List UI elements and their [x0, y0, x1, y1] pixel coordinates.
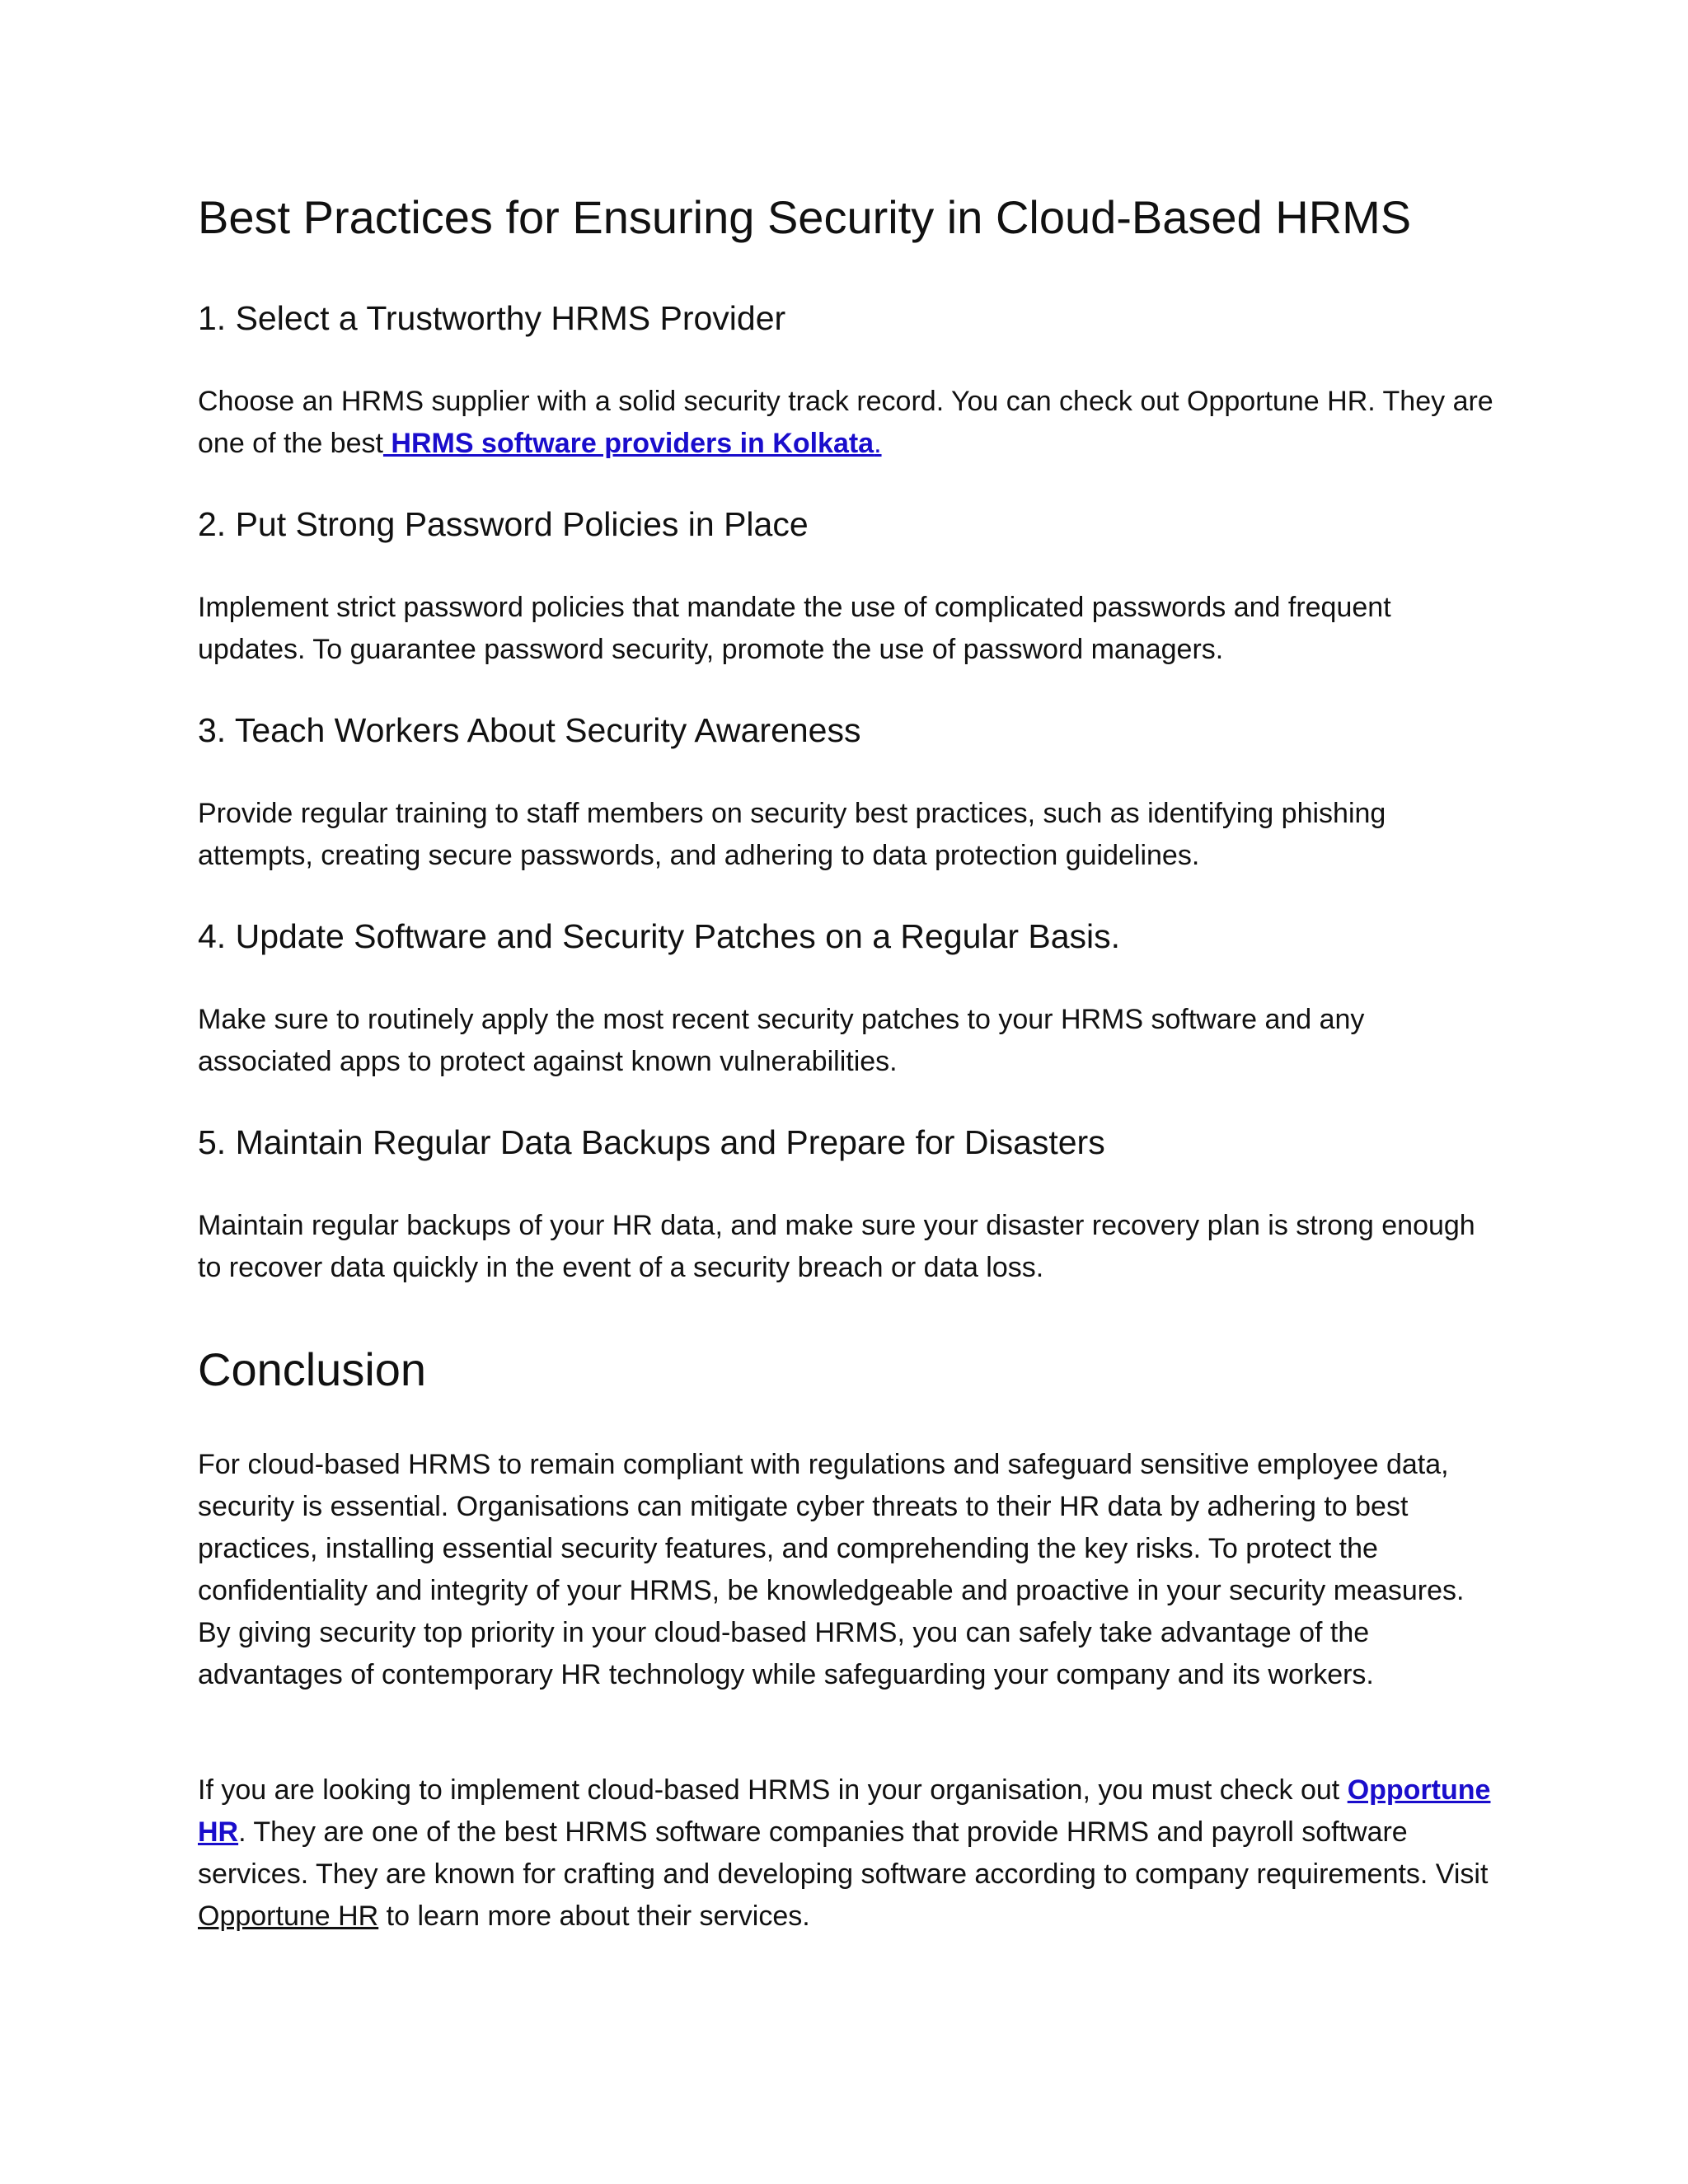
section-1-body	[198, 381, 1500, 465]
section-3-body: Provide regular training to staff members on security best practices, such as identifying phishing attempts, creating secure passwords, and adhering to data protection guidelines.	[198, 798, 1386, 871]
opportune-hr-link[interactable]: Opportune HR	[198, 1774, 1491, 1848]
section-4-body: Make sure to routinely apply the most recent security patches to your HRMS software and any associated apps to protect against known vulnerabilities.	[198, 1004, 1365, 1077]
hrms-providers-kolkata-link[interactable]: HRMS software providers in Kolkata	[382, 428, 874, 459]
conclusion-paragraph-2-middle: . They are one of the best HRMS software companies that provide HRMS and payroll software services. They are known for crafting and developing software according to company requirements. Visit	[198, 1816, 1489, 1890]
section-1-body-text: Choose an HRMS supplier with a solid security track record. You can check out Opportune HR. They are one of the best	[198, 386, 1493, 459]
section-2-body: Implement strict password policies that mandate the use of complicated passwords and frequent updates. To guarantee password security, promote the use of password managers.	[198, 592, 1391, 665]
conclusion-paragraph-2-intro: If you are looking to implement cloud-based HRMS in your organisation, you must check out	[198, 1774, 1348, 1806]
section-5-heading: 5. Maintain Regular Data Backups and Prepare for Disasters	[198, 1123, 1105, 1161]
conclusion-paragraph-2-outro: to learn more about their services.	[378, 1900, 810, 1932]
section-5-body: Maintain regular backups of your HR data, and make sure your disaster recovery plan is strong enough to recover data quickly in the event of a security breach or data loss.	[198, 1210, 1475, 1283]
section-3-heading: 3. Teach Workers About Security Awareness	[198, 711, 861, 749]
conclusion-paragraph-2	[198, 1769, 1500, 1938]
section-1-heading: 1. Select a Trustworthy HRMS Provider	[198, 299, 786, 337]
section-1-body-period: .	[874, 428, 882, 459]
page-title: Best Practices for Ensuring Security in Cloud-Based HRMS	[198, 191, 1412, 243]
conclusion-heading: Conclusion	[198, 1343, 427, 1395]
section-4-heading: 4. Update Software and Security Patches on a Regular Basis.	[198, 917, 1121, 955]
visit-opportune-hr-link[interactable]: Opportune HR	[198, 1900, 379, 1932]
conclusion-paragraph-1: For cloud-based HRMS to remain compliant with regulations and safeguard sensitive employee data, security is essential. Organisations can mitigate cyber threats to their HR data by adhering to best practices, installing essential security features, and comprehending the key risks. To protect the confidentiality and integrity of your HRMS, be knowledgeable and proactive in your security measures. By giving security top priority in your cloud-based HRMS, you can safely take advantage of the advantages of contemporary HR technology while safeguarding your company and its workers.	[198, 1449, 1465, 1690]
section-2-heading: 2. Put Strong Password Policies in Place	[198, 505, 809, 543]
